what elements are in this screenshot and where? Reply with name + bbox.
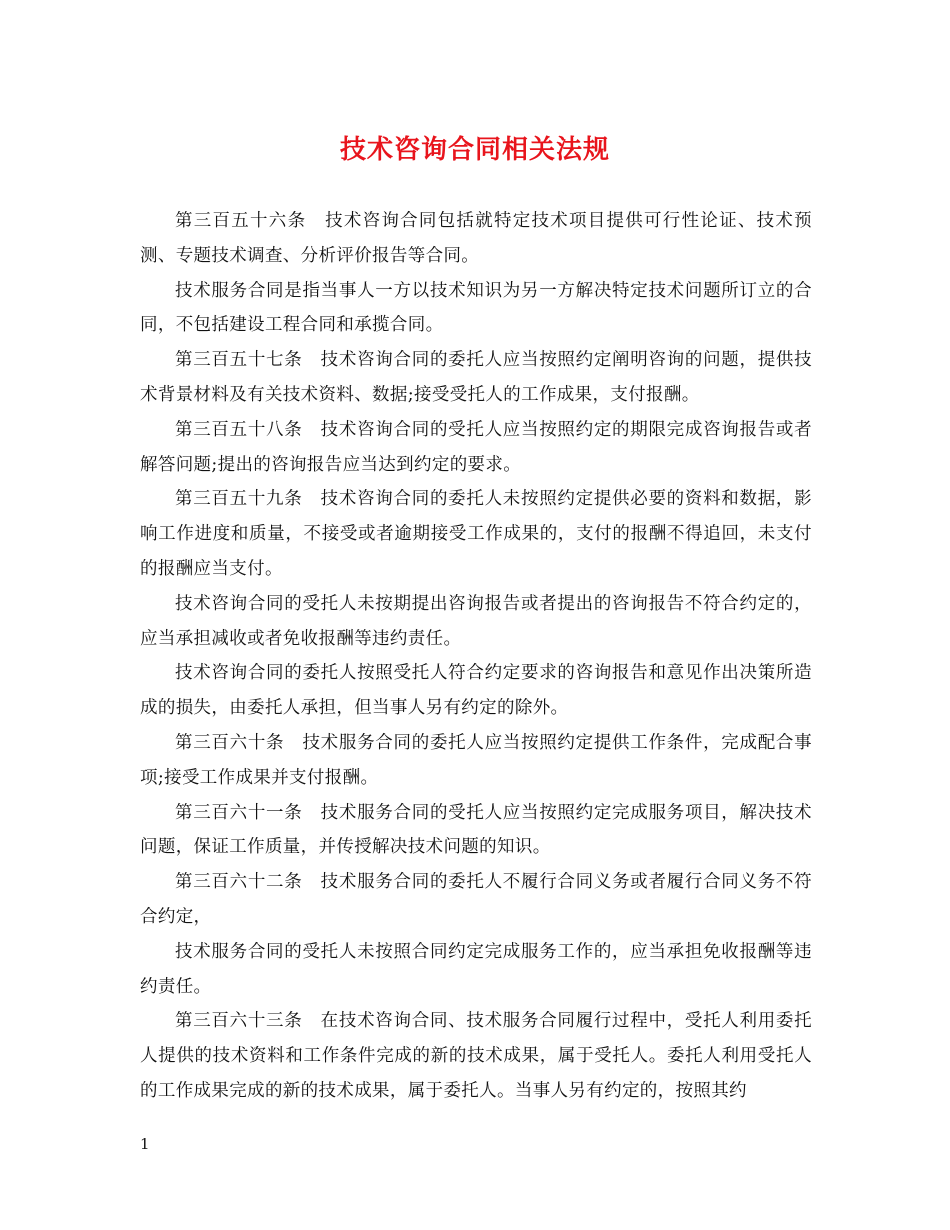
document-title: 技术咨询合同相关法规 [339,135,610,165]
paragraph: 第三百五十八条 技术咨询合同的受托人应当按照约定的期限完成咨询报告或者解答问题;提出的咨询报告应当达到约定的要求。 [140,419,812,475]
paragraph: 技术咨询合同的受托人未按期提出咨询报告或者提出的咨询报告不符合约定的，应当承担减收或者免收报酬等违约责任。 [140,593,812,649]
paragraph: 第三百五十九条 技术咨询合同的委托人未按照约定提供必要的资料和数据，影响工作进度和质量，不接受或者逾期接受工作成果的，支付的报酬不得追回，未支付的报酬应当支付。 [140,489,812,579]
paragraph: 第三百五十六条 技术咨询合同包括就特定技术项目提供可行性论证、技术预测、专题技术调查、分析评价报告等合同。 [140,211,812,266]
document-body [140,204,812,1109]
paragraph: 技术咨询合同的委托人按照受托人符合约定要求的咨询报告和意见作出决策所造成的损失，由委托人承担，但当事人另有约定的除外。 [140,663,812,719]
paragraph: 技术服务合同的受托人未按照合同约定完成服务工作的，应当承担免收报酬等违约责任。 [140,941,812,997]
paragraph: 第三百六十三条 在技术咨询合同、技术服务合同履行过程中，受托人利用委托人提供的技术资料和工作条件完成的新的技术成果，属于受托人。委托人利用受托人的工作成果完成的新的技术成果，属于委托人。当事人另有约定的，按照其约 [140,1011,812,1101]
paragraph: 第三百六十二条 技术服务合同的委托人不履行合同义务或者履行合同义务不符合约定， [140,872,812,927]
paragraph: 第三百六十一条 技术服务合同的受托人应当按照约定完成服务项目，解决技术问题，保证工作质量，并传授解决技术问题的知识。 [140,802,812,858]
paragraph: 第三百五十七条 技术咨询合同的委托人应当按照约定阐明咨询的问题，提供技术背景材料及有关技术资料、数据;接受受托人的工作成果，支付报酬。 [140,350,812,405]
page-number: 1 [140,1135,150,1153]
paragraph: 第三百六十条 技术服务合同的委托人应当按照约定提供工作条件，完成配合事项;接受工作成果并支付报酬。 [140,732,812,788]
paragraph: 技术服务合同是指当事人一方以技术知识为另一方解决特定技术问题所订立的合同，不包括建设工程合同和承揽合同。 [140,280,812,336]
